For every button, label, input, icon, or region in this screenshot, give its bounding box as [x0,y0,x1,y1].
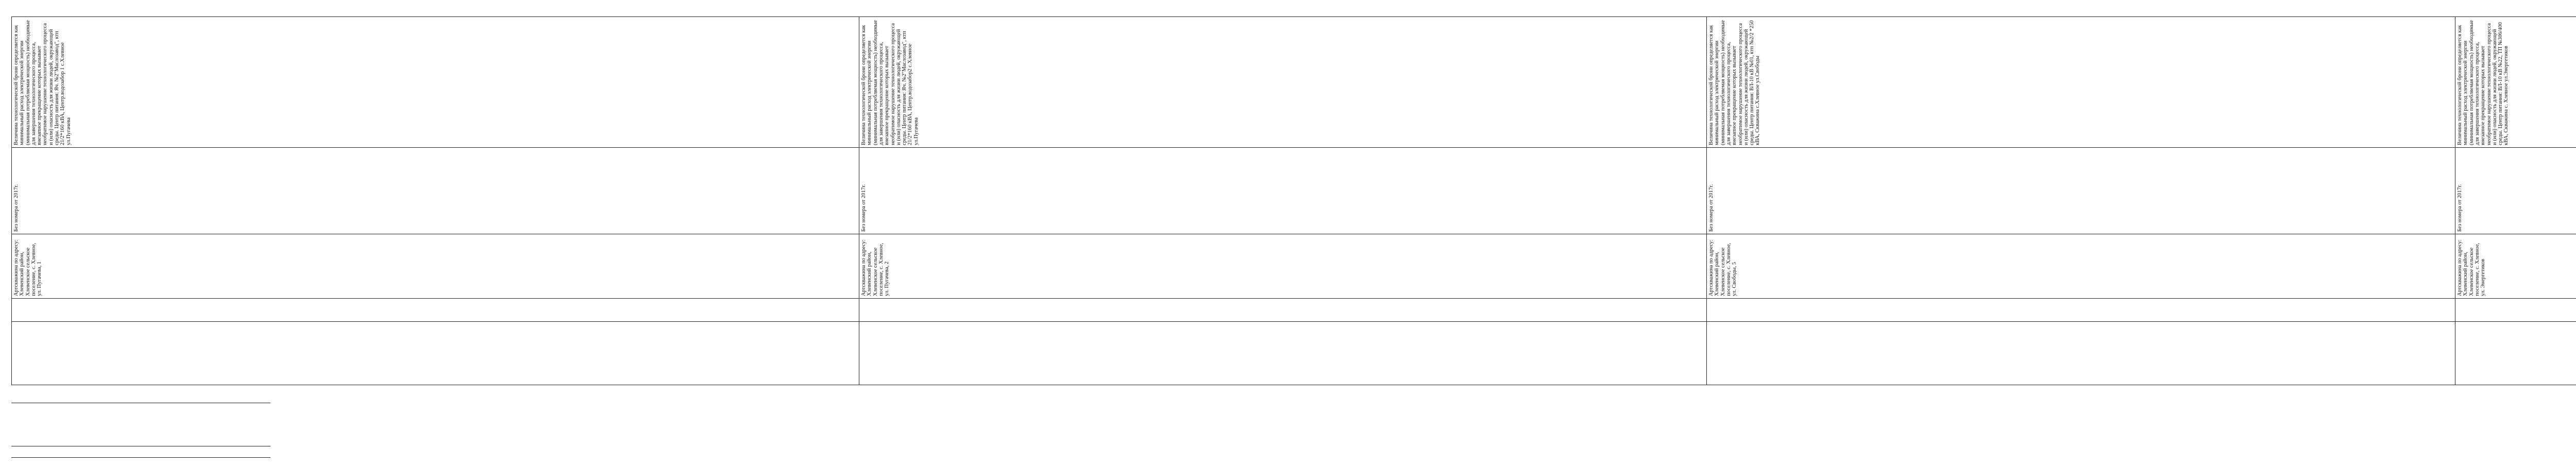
table-row [12,17,859,385]
cell-object: Артскважина по адресу: Хлевенский район, Хлевенское сельское поселение, с. Хлевное, ул. Энергетиков [2455,234,2576,299]
divider-line [11,457,270,458]
table-row [859,17,1707,385]
cell-blank [12,299,859,322]
cell-blank [1707,322,2455,385]
cell-blank [12,322,859,385]
cell-basis: Величина технологической брони определяется как минимальный расход электрической энергии (минимальная потребляемая мощность) необходимые для завершения технологического процесса, внезапное прекращение которых вызывает необратимое нарушение технологического процесса и (или) опасность для жизни людей, окружающей среды. Центр питания: Яч. №2"Маслозавод", ктп 21/2*160 кВА, Центр.водозабор 1 с.Хлевное ул.Пугачева [12,17,859,148]
table-row [2455,17,2576,385]
cell-term: Без номера от 2017г. [2455,148,2576,234]
cell-object: Артскважина по адресу: Хлевенский район, Хлевенское сельское поселение, с. Хлевное, ул. Пугачева, 2 [859,234,1707,299]
table-row [1707,17,2455,385]
rotated-table-wrapper [11,17,2510,385]
cell-blank [2455,322,2576,385]
cell-blank [1707,299,2455,322]
cell-basis: Величина технологической брони определяется как минимальный расход электрической энергии (минимальная потребляемая мощность) необходимые для завершения технологического процесса, внезапное прекращение которых вызывает необратимое нарушение технологического процесса и (или) опасность для жизни людей, окружающей среды. Центр питания: ВЛ-10 кВ №01, ктп №2/2 *250 кВА, Скважина с.Хлевное ул.Свободы [1707,17,2455,148]
cell-blank [2455,299,2576,322]
cell-object: Артскважина по адресу: Хлевенский район, Хлевенское сельское поселение, с. Хлевное, ул. Свободы, 5 [1707,234,2455,299]
cell-blank [859,322,1707,385]
cell-basis: Величина технологической брони определяется как минимальный расход электрической энергии (минимальная потребляемая мощность) необходимые для завершения технологического процесса, внезапное прекращение которых вызывает необратимое нарушение технологического процесса и (или) опасность для жизни людей, окружающей среды. Центр питания: Яч. №2"Маслозавод", ктп 21/2*160 кВА, Центр.водозабор2 с.Хлевное ул.Пугачева [859,17,1707,148]
cell-term: Без номера от 2017г. [1707,148,2455,234]
cell-object: Артскважина по адресу: Хлевенский район, Хлевенское сельское поселение, с. Хлевное, ул. Пугачева, 1 [12,234,859,299]
cell-term: Без номера от 2017г. [12,148,859,234]
cell-blank [859,299,1707,322]
reserve-table [11,16,2576,385]
cell-basis: Величина технологической брони определяется как минимальный расход электрической энергии (минимальная потребляемая мощность) необходимые для завершения технологического процесса, внезапное прекращение которых вызывает необратимое нарушение технологического процесса и (или) опасность для жизни людей, окружающей среды. Центр питания: ВЛ-10 кВ №22, ТП №306/400 кВА, Скважина с. Хлевное ул.Энергетиков [2455,17,2576,148]
cell-term: Без номера от 2017г. [859,148,1707,234]
